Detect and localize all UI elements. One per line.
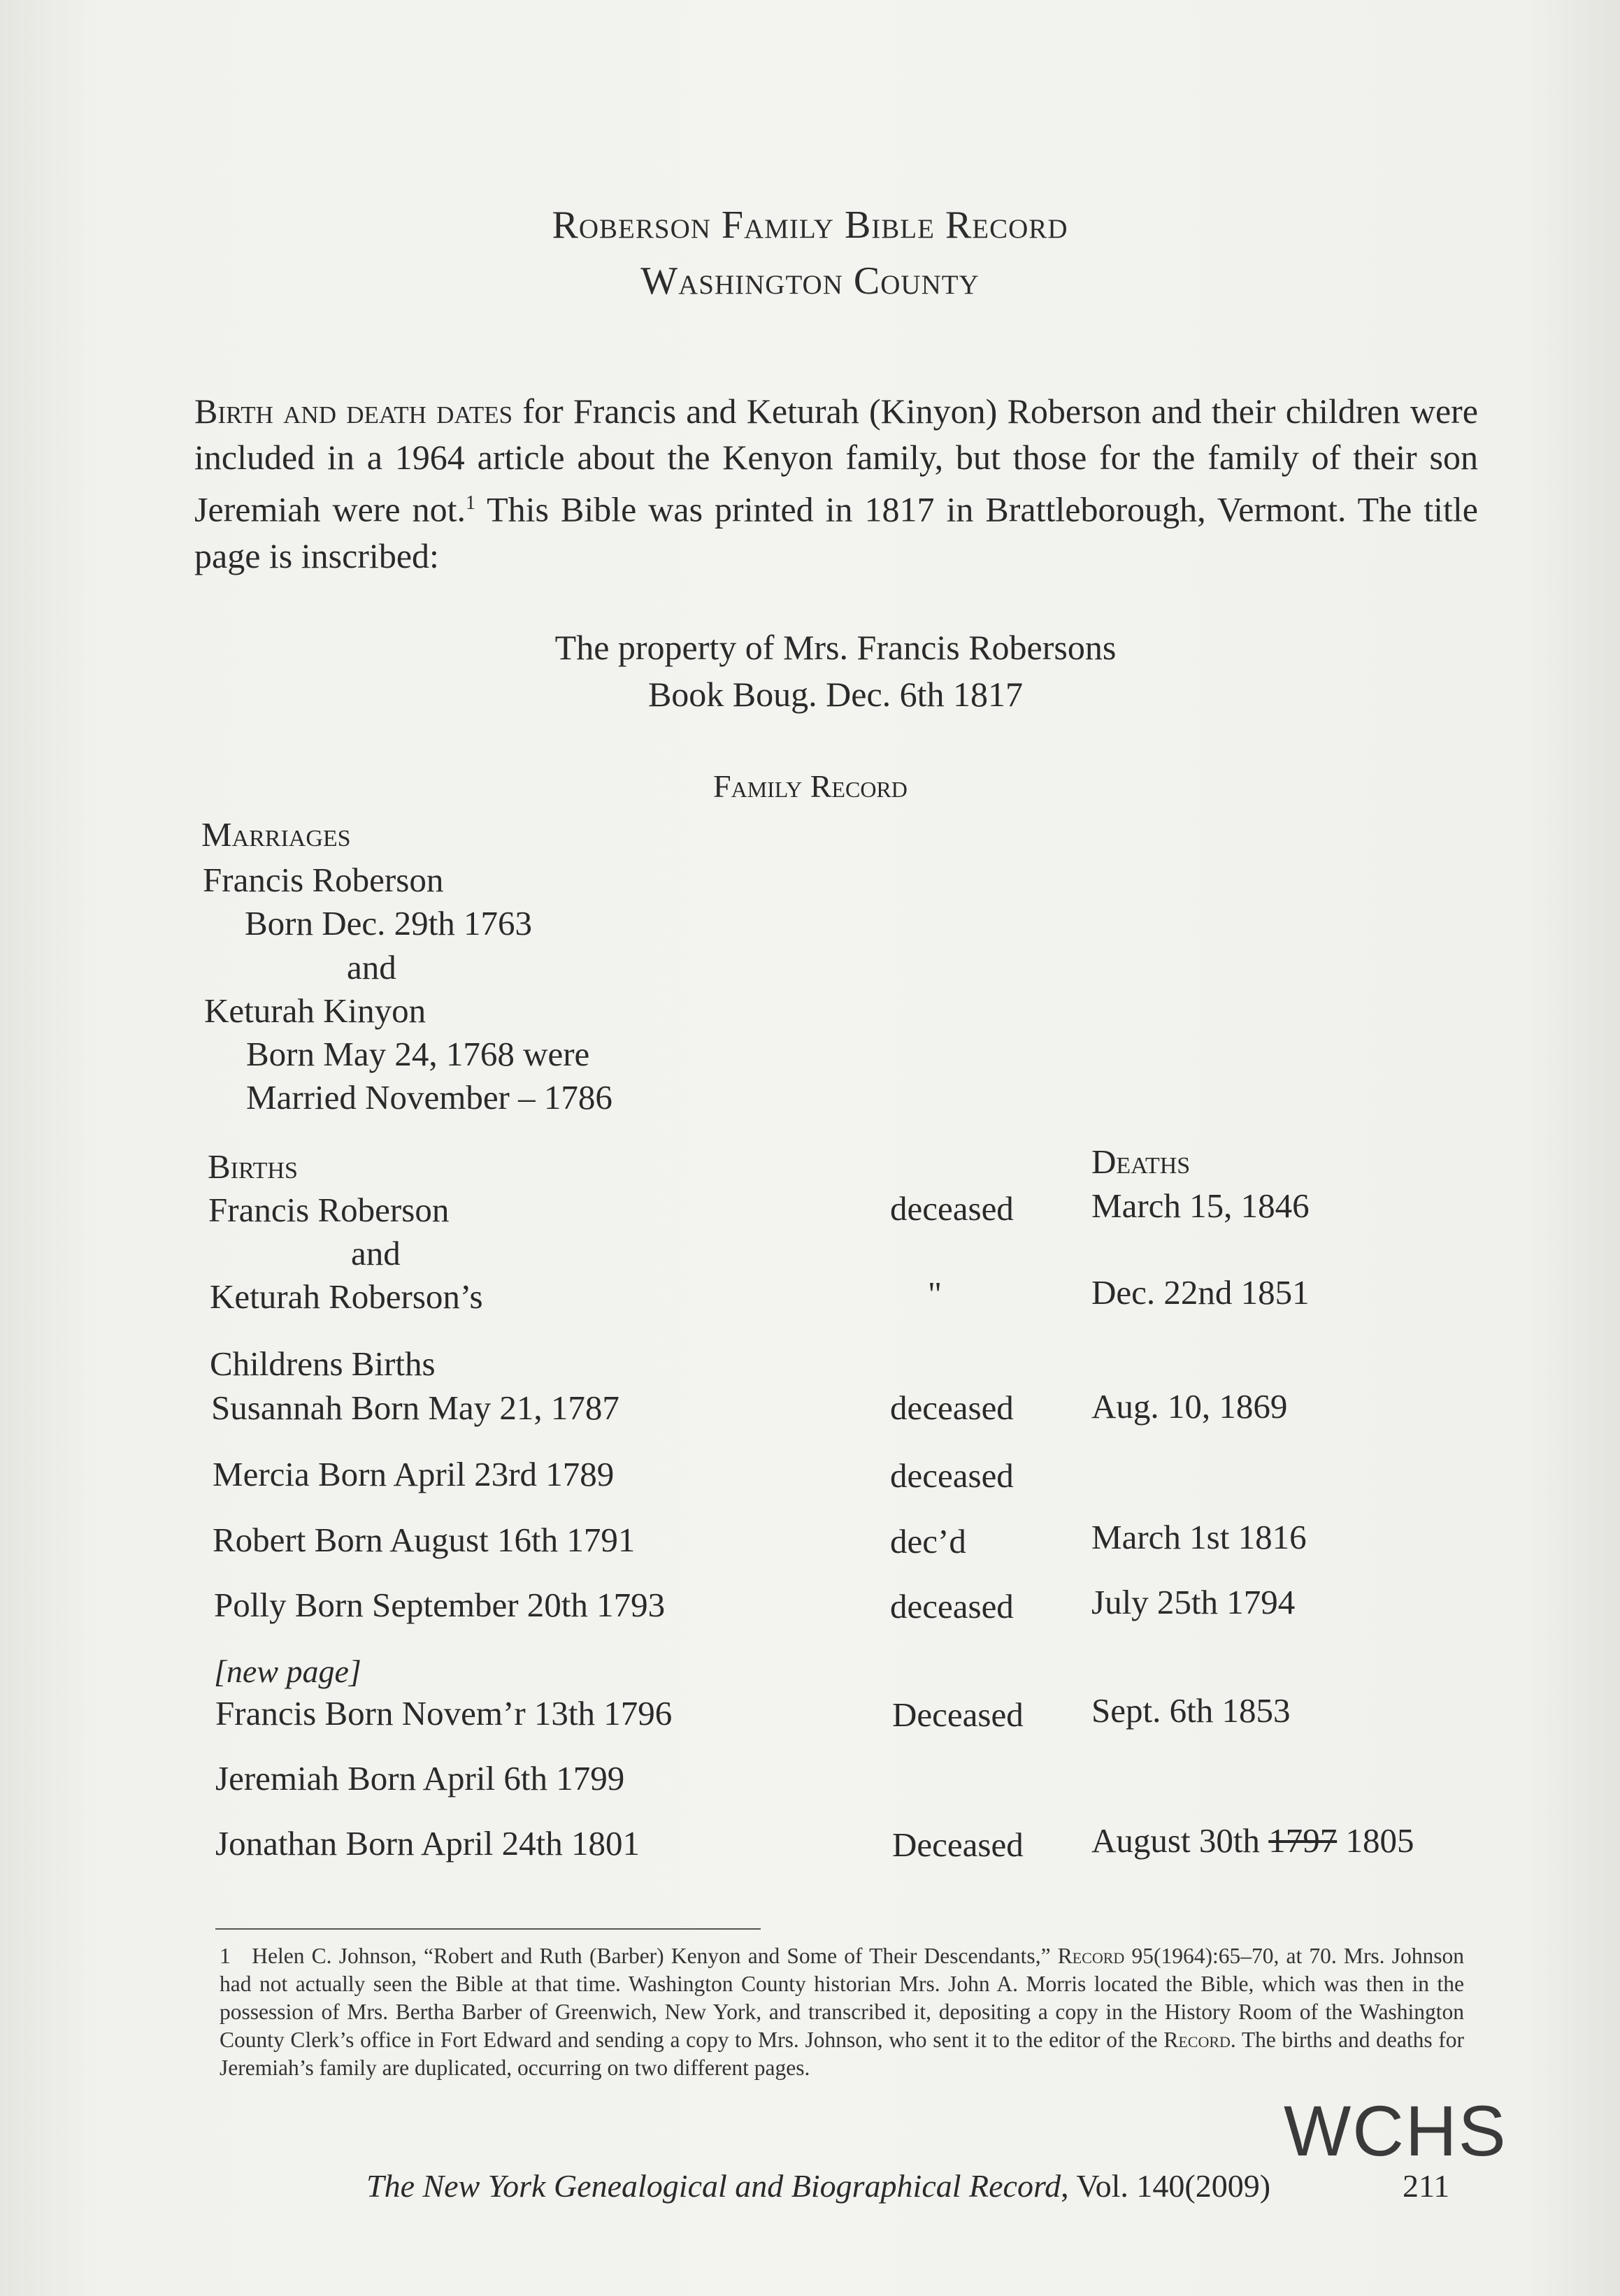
marriage-line: Married November – 1786 [246, 1078, 612, 1117]
title-line-2: Washington County [640, 259, 980, 303]
marriage-line: Keturah Kinyon [204, 991, 426, 1030]
corrected-year: 1805 [1345, 1821, 1414, 1860]
title-line-1: Roberson Family Bible Record [552, 203, 1068, 247]
intro-body-1: for Francis and Keturah (Kinyon) Roberson and their children were included in a 1964 article about the Kenyon family, but those for the family of their son Jeremiah were not. [194, 392, 1478, 529]
inscription-line-2: Book Boug. Dec. 6th 1817 [647, 675, 1024, 714]
record-name: Keturah Roberson’s [210, 1277, 483, 1316]
intro-body-2: This Bible was printed in 1817 in Brattleborough, Vermont. The title page is inscribed: [194, 489, 1478, 575]
footnote-rule [215, 1928, 761, 1930]
record-name: Childrens Births [210, 1344, 436, 1383]
record-name: and [351, 1234, 401, 1272]
marriage-line: and [347, 948, 396, 986]
record-status: Deceased [892, 1695, 1024, 1734]
marriages-heading: Marriages [201, 815, 351, 854]
record-status: deceased [890, 1587, 1014, 1626]
watermark: WCHS [1284, 2091, 1507, 2171]
footnote-text-a: Helen C. Johnson, “Robert and Ruth (Barber) Kenyon and Some of Their Descendants,” [252, 1944, 1058, 1968]
record-death: March 15, 1846 [1091, 1186, 1310, 1225]
family-record-heading: Family Record [713, 768, 908, 804]
footer-citation [366, 2167, 1270, 2204]
record-death: July 25th 1794 [1091, 1583, 1296, 1621]
footnote-record-1: Record [1057, 1944, 1125, 1968]
footnote-text-c: . The births and deaths for Jeremiah’s family are duplicated, occurring on two different pages. [220, 2028, 1464, 2080]
record-death: Sept. 6th 1853 [1091, 1691, 1291, 1730]
marriage-line: Born May 24, 1768 were [246, 1035, 590, 1073]
intro-lead: Birth and death dates [194, 392, 513, 431]
record-death: Dec. 22nd 1851 [1091, 1273, 1310, 1312]
record-status: deceased [890, 1389, 1014, 1427]
record-name: [new page] [214, 1653, 361, 1689]
record-death-date: August 30th [1091, 1821, 1260, 1860]
record-status: deceased [890, 1456, 1014, 1495]
record-death: Aug. 10, 1869 [1091, 1387, 1288, 1426]
footnote [220, 1942, 1464, 2082]
record-death: March 1st 1816 [1091, 1518, 1307, 1556]
intro-paragraph [194, 388, 1478, 579]
inscription-line-1: The property of Mrs. Francis Robersons [554, 628, 1117, 667]
deaths-heading: Deaths [1091, 1142, 1191, 1181]
footnote-text-b: 95(1964):65–70, at 70. Mrs. Johnson had not actually seen the Bible at that time. Washington County historian Mrs. John A. Morris located the Bible, which was then in the possession of Mrs. Bertha Barber of Greenwich, New York, and transcribed it, depositing a copy in the History Room of the Washington County Clerk’s office in Fort Edward and sending a copy to Mrs. Johnson, who sent it to the editor of the [220, 1944, 1464, 2052]
struck-year: 1797 [1268, 1821, 1338, 1860]
footer-journal: The New York Genealogical and Biographical Record [366, 2168, 1061, 2204]
record-status: Deceased [892, 1825, 1024, 1864]
footnote-reference: 1 [466, 492, 475, 514]
record-name: Mercia Born April 23rd 1789 [213, 1455, 615, 1493]
footnote-record-2: Record [1163, 2028, 1231, 2052]
record-name: Robert Born August 16th 1791 [213, 1521, 636, 1559]
marriage-line: Francis Roberson [203, 861, 444, 899]
record-name: Polly Born September 20th 1793 [214, 1586, 666, 1624]
record-name: Francis Roberson [208, 1191, 450, 1229]
footnote-number: 1 [220, 1944, 231, 1968]
footer-volume: , Vol. 140(2009) [1061, 2168, 1271, 2204]
record-status: dec’d [890, 1522, 966, 1560]
record-name: Jonathan Born April 24th 1801 [215, 1824, 640, 1863]
marriage-line: Born Dec. 29th 1763 [245, 904, 532, 942]
record-status: deceased [890, 1189, 1014, 1228]
births-heading: Births [208, 1147, 298, 1186]
record-status: " [928, 1275, 942, 1313]
record-death [1091, 1821, 1414, 1860]
record-name: Francis Born Novem’r 13th 1796 [215, 1694, 673, 1732]
record-name: Susannah Born May 21, 1787 [211, 1389, 619, 1427]
page-number: 211 [1403, 2168, 1450, 2204]
record-name: Jeremiah Born April 6th 1799 [215, 1759, 625, 1798]
